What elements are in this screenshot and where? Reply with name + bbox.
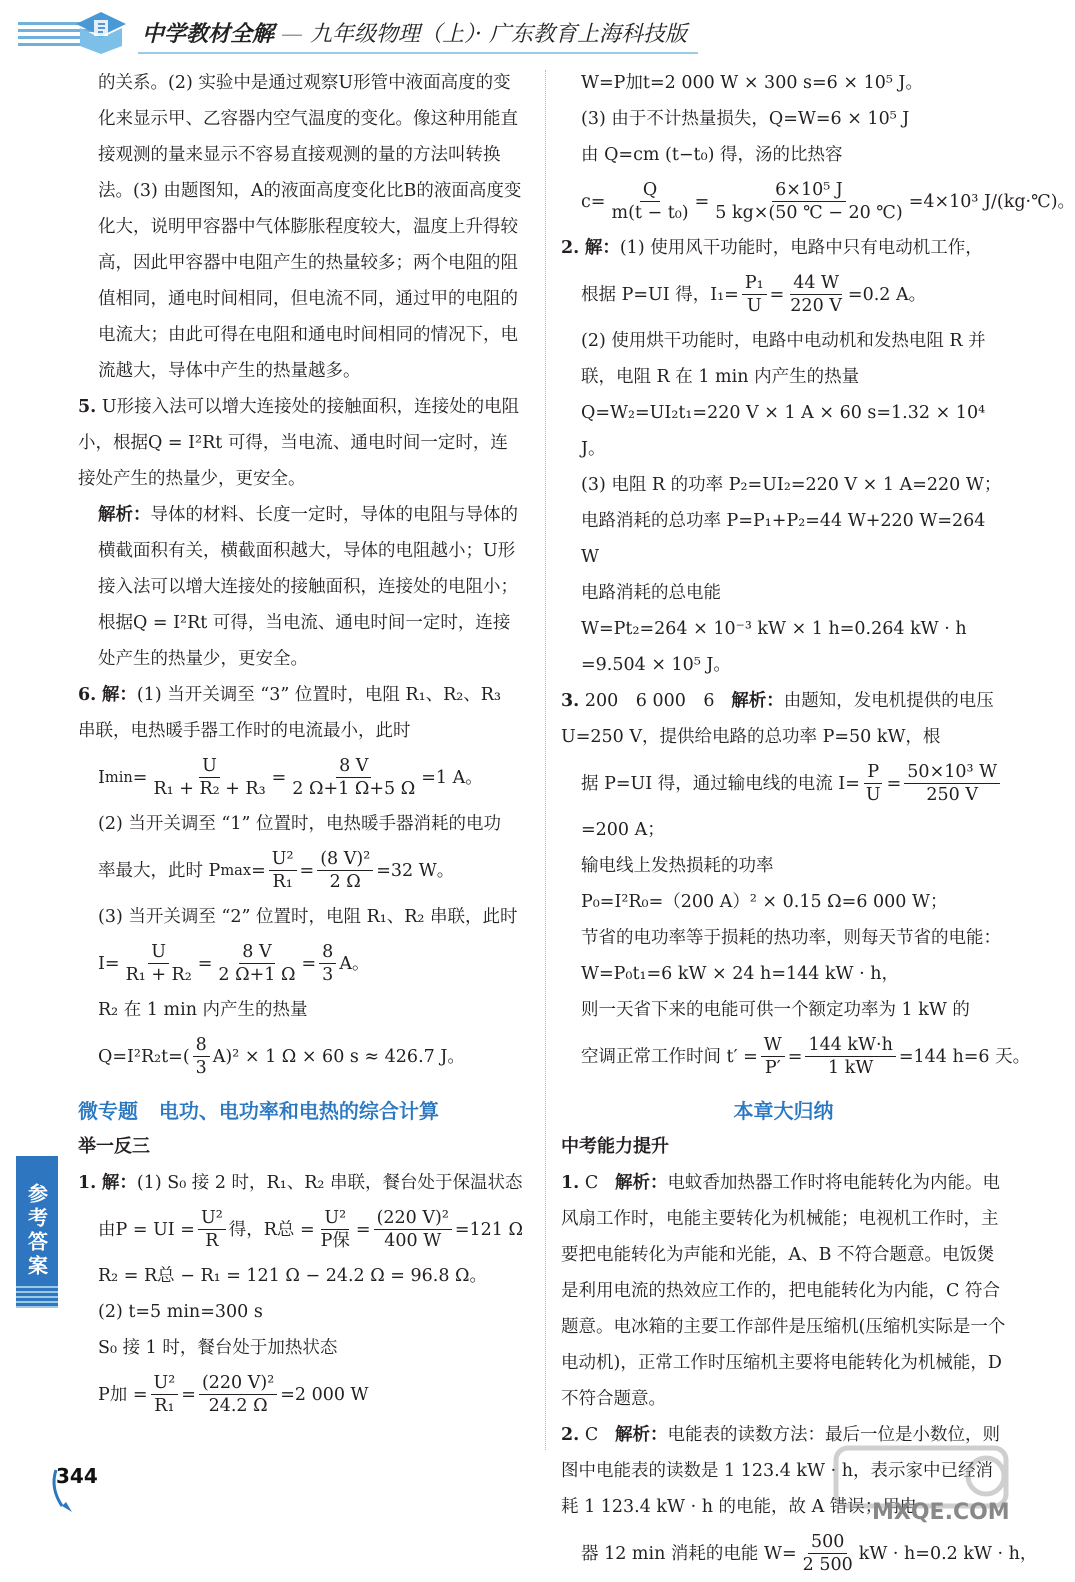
fraction xyxy=(317,848,373,893)
fraction xyxy=(761,1034,785,1079)
example-2-heat: Q=W₂=UI₂t₁=220 V × 1 A × 60 s=1.32 × 10⁴ J。 xyxy=(581,403,986,459)
formula-lhs: 由P = UI = xyxy=(98,1219,195,1240)
fraction xyxy=(198,1207,226,1252)
formula-result: =4×10³ J/(kg·℃)。 xyxy=(908,191,1075,212)
numerator: 144 kW·h xyxy=(805,1034,895,1057)
fraction xyxy=(319,941,336,986)
numerator: (220 V)² xyxy=(199,1372,277,1395)
subsection-title: 举一反三 xyxy=(78,1136,150,1157)
example-1 xyxy=(78,1165,524,1201)
analysis-label: 解析： xyxy=(614,1173,668,1193)
fraction xyxy=(805,1034,895,1079)
denominator: m(t − t₀) xyxy=(611,203,689,223)
denominator: 2 500 xyxy=(802,1555,853,1575)
denominator: 3 xyxy=(322,965,334,985)
denominator: 24.2 Ω xyxy=(208,1396,268,1416)
header-title xyxy=(142,17,687,48)
fraction xyxy=(215,941,298,986)
example-1-part-1: (1) S₀ 接 2 时，R₁、R₂ 串联，餐台处于保温状态 xyxy=(136,1173,523,1193)
column-divider xyxy=(545,70,546,1450)
numerator: P₁ xyxy=(742,272,767,295)
right-column xyxy=(561,65,1075,1582)
formula-lhs: P加 = xyxy=(98,1384,148,1405)
answer-5-text: U形接入法可以增大连接处的接触面积，连接处的电阻小，根据Q = I²Rt 可得，当电流、通电时间一定时，连接处产生的热量少，更安全。 xyxy=(78,397,520,489)
fraction xyxy=(269,848,297,893)
example-3-answer: 200 6 000 6 xyxy=(584,691,715,711)
exam-1-number: 1. xyxy=(561,1173,580,1193)
formula-lhs: 空调正常工作时间 t′ = xyxy=(581,1046,758,1067)
denominator: 2 Ω xyxy=(329,872,361,892)
page-number: 344 xyxy=(56,1464,98,1488)
fraction xyxy=(318,1207,353,1252)
example-2-number: 2. xyxy=(561,238,580,258)
chapter-summary-heading: 本章大归纳 xyxy=(733,1099,834,1123)
denominator: 220 V xyxy=(790,296,842,316)
formula-subscript: max xyxy=(220,861,252,879)
denominator: 2 Ω+1 Ω+5 Ω xyxy=(292,779,416,799)
answer-6 xyxy=(78,677,524,749)
tab-decoration-lines xyxy=(16,1286,58,1310)
formula-middle: 得，R总 = xyxy=(228,1219,315,1240)
denominator: R₁ + R₂ + R₃ xyxy=(153,779,266,799)
numerator: 44 W xyxy=(790,272,842,295)
denominator: R₁ xyxy=(272,872,293,892)
example-3 xyxy=(561,683,1006,755)
numerator: 8 V xyxy=(239,941,274,964)
answer-6-part-3: (3) 当开关调至 “2” 位置时，电阻 R₁、R₂ 串联，此时 xyxy=(98,907,518,927)
formula-result: A)² × 1 Ω × 60 s ≈ 426.7 J。 xyxy=(212,1046,465,1067)
formula-lhs: I xyxy=(98,767,105,788)
numerator: U² xyxy=(198,1207,226,1230)
exam-2-analysis: 电能表的读数方法：最后一位是小数位，则图中电能表的读数是 1 123.4 kW · h，表示家中已经消耗 1 123.4 kW · h 的电能，故 A 错误；用电 xyxy=(561,1425,1000,1517)
denominator: 1 kW xyxy=(828,1058,874,1078)
example-2-total-power: 电路消耗的总功率 P=P₁+P₂=44 W+220 W=264 W xyxy=(581,511,986,567)
exam-2-number: 2. xyxy=(561,1425,580,1445)
numerator: U² xyxy=(321,1207,349,1230)
formula-specific-heat: c= $\frac{Q}{\text{m(t − t₀)}}$ = $\frac{\text{6×10⁵ J}}{5 kg\times(50 ℃ - 20 ℃)}$ =4×10³ J/(kg·℃)。 xyxy=(581,180,1075,223)
formula-motor-current: 根据 P=UI 得，I₁= $\frac{\text{P₁}}{U}$ = $\frac{44 W}{220 V}$ =0.2 A。 xyxy=(581,273,927,316)
example-3-analysis: 由题知，发电机提供的电压 U=250 V，提供给电路的总功率 P=50 kW，根 xyxy=(561,691,994,747)
denominator: P保 xyxy=(320,1231,350,1251)
analysis-label: 解析： xyxy=(98,505,151,525)
numerator: 500 xyxy=(808,1531,847,1554)
fraction xyxy=(800,1531,856,1576)
formula-lhs: Q=I²R₂t= xyxy=(98,1046,183,1067)
formula-lhs: 根据 P=UI 得，I₁= xyxy=(581,284,739,305)
book-logo-icon xyxy=(72,6,130,56)
analysis-label: 解析： xyxy=(731,691,784,711)
formula-appliance-energy xyxy=(561,1531,1038,1576)
formula-lhs: c= xyxy=(581,191,606,212)
fraction xyxy=(863,761,884,806)
example-2-part-3: (3) 电阻 R 的功率 P₂=UI₂=220 V × 1 A=220 W； xyxy=(581,475,1002,495)
loss-power-label: 输电线上发热损耗的功率 xyxy=(581,856,774,876)
formula-result: =2 000 W xyxy=(280,1384,369,1405)
formula-result: =0.2 A。 xyxy=(847,284,927,305)
denominator: P′ xyxy=(764,1058,781,1078)
answer-5-number: 5. xyxy=(78,397,97,417)
denominator: R xyxy=(205,1231,219,1251)
book-brand: 中学教材全解 xyxy=(142,21,275,47)
formula-lhs: 器 12 min 消耗的电能 W= xyxy=(581,1543,797,1564)
fraction xyxy=(742,272,767,317)
exam-1-analysis: 电蚊香加热器工作时将电能转化为内能。电风扇工作时，电能主要转化为机械能；电视机工作时，主要把电能转化为声能和光能，A、B 不符合题意。电饭煲是利用电流的热效应工作的，把电能转化为内能，C 符合题意。电冰箱的主要工作部件是压缩机(压缩机实际是一个电动机)，正常工作时压缩机主要将电能转化为机械能，D 不符合题意。 xyxy=(561,1173,1006,1409)
numerator: U xyxy=(199,755,220,778)
fraction xyxy=(150,755,268,800)
numerator: 50×10³ W xyxy=(904,761,1000,784)
solution-label: 解： xyxy=(101,685,137,705)
example-2-total-energy: W=Pt₂=264 × 10⁻³ kW × 1 h=0.264 kW · h =9.504 × 10⁵ J。 xyxy=(581,619,967,675)
fraction xyxy=(199,1372,277,1417)
analysis-label: 解析： xyxy=(614,1425,668,1445)
formula-current-min: I min = $\frac{U}{\text{R₁ + R₂ + R₃}}$ = $\frac{8 V}{2 \Omega+1 \Omega+5 \Omega}$ =1 A。 xyxy=(98,756,483,799)
left-column xyxy=(78,65,524,1423)
fraction xyxy=(712,179,905,224)
formula-total-resistance: 由P = UI = $\frac{\text{U²}}{R}$ 得，R总 = $\frac{\text{U²}}{\text{P保}}$ = $\frac{\text{(220 V)²}}{400 W}$ =121 Ω xyxy=(98,1208,523,1251)
fraction xyxy=(374,1207,452,1252)
saved-energy: 节省的电功率等于损耗的热功率，则每天节省的电能：W=P₀t₁=6 kW × 24 h=144 kW · h， xyxy=(581,928,1001,984)
aircon-intro: 则一天省下来的电能可供一个额定功率为 1 kW 的 xyxy=(581,1000,970,1020)
denominator: 5 kg×(50 ℃ − 20 ℃) xyxy=(715,203,903,223)
formula-lhs: 据 P=UI 得，通过输电线的电流 I= xyxy=(581,773,860,794)
exam-1-answer: C xyxy=(584,1173,599,1193)
fraction xyxy=(151,1372,179,1417)
numerator: 6×10⁵ J xyxy=(772,179,846,202)
book-subtitle: 九年级物理（上）· 广东教育上海科技版 xyxy=(310,22,688,47)
numerator: 8 V xyxy=(336,755,371,778)
example-3-number: 3. xyxy=(561,691,580,711)
example-1-part-3: (2) t=5 min=300 s xyxy=(98,1302,263,1322)
formula-result: =1 A。 xyxy=(421,767,483,788)
solution-label: 解： xyxy=(584,238,620,258)
specific-heat-intro: 由 Q=cm (t−t₀) 得，汤的比热容 xyxy=(581,145,843,165)
page-header xyxy=(0,0,1027,64)
formula-heating-power: P加 = $\frac{\text{U²}}{\text{R₁}}$ = $\frac{\text{(220 V)²}}{24.2 \Omega}$ =2 000 W xyxy=(98,1373,369,1416)
header-underline xyxy=(138,52,698,54)
example-2-part-2: (2) 使用烘干功能时，电路中电动机和发热电阻 R 并联，电阻 R 在 1 min 内产生的热量 xyxy=(581,331,986,387)
fraction xyxy=(289,755,418,800)
answer-6-number: 6. xyxy=(78,685,97,705)
denominator: U xyxy=(865,785,881,805)
example-2-total-energy-label: 电路消耗的总电能 xyxy=(581,583,721,603)
reference-answer-tab: 参考答案 xyxy=(16,1156,58,1306)
subsection-title: 中考能力提升 xyxy=(561,1136,669,1157)
formula-line-current: 据 P=UI 得，通过输电线的电流 I= $\frac{P}{U}$ = $\frac{\text{50×10³ W}}{250 V}$ xyxy=(561,761,1006,806)
denominator: R₁ xyxy=(154,1396,175,1416)
line-current-result: =200 A； xyxy=(581,820,665,840)
numerator: W xyxy=(761,1034,785,1057)
denominator: U xyxy=(746,296,762,316)
formula-result: A。 xyxy=(339,953,370,974)
answer-5 xyxy=(78,389,524,497)
denominator: R₁ + R₂ xyxy=(125,965,192,985)
watermark-text: MXQE.COM xyxy=(872,1500,1010,1525)
formula-current-series: I= $\frac{U}{\text{R₁ + R₂}}$ = $\frac{8 V}{2 \Omega+1 \Omega}$ = $\frac{8}{3}$ A。 xyxy=(98,942,370,985)
formula-result: =121 Ω xyxy=(454,1219,523,1240)
example-2 xyxy=(561,230,1006,266)
example-2-part-1: (1) 使用风干功能时，电路中只有电动机工作， xyxy=(619,238,983,258)
fraction xyxy=(904,761,1000,806)
answer-4-continuation: 的关系。(2) 实验中是通过观察U形管中液面高度的变化来显示甲、乙容器内空气温度的变化。像这种用能直接观测的量来显示不容易直接观测的量的方法叫转换法。(3) 由题图知，A的液面高度变化比B的液面高度变化大，说明甲容器中气体膨胀程度较大，温度上升得较高，因此甲容器中电阻产生的热量较多；两个电阻的阻值相同，通电时间相同，但电流不同，通过甲的电阻的电流大；由此可得在电阻和通电时间相同的情况下，电流越大，导体中产生的热量越多。 xyxy=(98,73,522,381)
numerator: U² xyxy=(151,1372,179,1395)
exam-question-1 xyxy=(561,1165,1006,1417)
numerator: P xyxy=(864,761,882,784)
formula-result: =32 W。 xyxy=(376,860,455,881)
numerator: 8 xyxy=(319,941,336,964)
answer-6-part-2: (2) 当开关调至 “1” 位置时，电热暖手器消耗的电功 xyxy=(98,814,502,834)
numerator: 8 xyxy=(193,1034,210,1057)
numerator: (8 V)² xyxy=(317,848,373,871)
formula-result: =144 h=6 天。 xyxy=(898,1046,1031,1067)
topic-title: 电功、电功率和电热的综合计算 xyxy=(158,1099,439,1123)
formula-lhs: I= xyxy=(98,953,120,974)
denominator: 250 V xyxy=(926,785,978,805)
formula-heat: Q=I²R₂t= ( $\frac{8}{3}$ A)² × 1 Ω × 60 s ≈ 426.7 J。 xyxy=(98,1035,465,1078)
fraction xyxy=(123,941,195,986)
fraction xyxy=(193,1034,210,1079)
numerator: (220 V)² xyxy=(374,1207,452,1230)
formula-result: kW · h=0.2 kW · h， xyxy=(858,1543,1038,1564)
denominator: 3 xyxy=(195,1058,207,1078)
answer-6-part-4: R₂ 在 1 min 内产生的热量 xyxy=(98,1000,308,1020)
fraction xyxy=(787,272,845,317)
answer-6-part-1: (1) 当开关调至 “3” 位置时，电阻 R₁、R₂、R₃ 串联，电热暖手器工作时的电流最小，此时 xyxy=(78,685,502,741)
fraction xyxy=(608,179,691,224)
answer-5-analysis xyxy=(78,497,524,677)
formula-lhs: 率最大，此时 P xyxy=(98,860,221,881)
numerator: U² xyxy=(269,848,297,871)
formula-power-max: 率最大，此时 P max = $\frac{\text{U²}}{\text{R₁}}$ = $\frac{\text{(8 V)²}}{2 \Omega}$ =32 W。 xyxy=(98,849,455,892)
denominator: 400 W xyxy=(384,1231,442,1251)
numerator: Q xyxy=(640,179,660,202)
formula-subscript: min xyxy=(104,768,133,786)
analysis-text: 导体的材料、长度一定时，导体的电阻与导体的横截面积有关，横截面积越大，导体的电阻越小；U形接入法可以增大连接处的接触面积，连接处的电阻小；根据Q = I²Rt 可得，当电流、通电时间一定时，连接处产生的热量少，更安全。 xyxy=(98,505,518,669)
example-1-part-4: S₀ 接 1 时，餐台处于加热状态 xyxy=(98,1338,338,1358)
example-1-number: 1. xyxy=(78,1173,97,1193)
heat-equal-work: (3) 由于不计热量损失，Q=W=6 × 10⁵ J xyxy=(581,109,910,129)
topic-heading xyxy=(78,1093,524,1129)
solution-label: 解： xyxy=(101,1173,137,1193)
numerator: U xyxy=(148,941,169,964)
loss-power: P₀=I²R₀=（200 A）² × 0.15 Ω=6 000 W； xyxy=(581,892,948,912)
exam-2-answer: C xyxy=(584,1425,599,1445)
topic-label: 微专题 xyxy=(78,1099,138,1123)
denominator: 2 Ω+1 Ω xyxy=(218,965,296,985)
example-1-part-2: R₂ = R总 − R₁ = 121 Ω − 24.2 Ω = 96.8 Ω。 xyxy=(98,1266,488,1286)
work-calc: W=P加t=2 000 W × 300 s=6 × 10⁵ J。 xyxy=(581,73,923,93)
header-dash: — xyxy=(281,22,304,47)
formula-aircon-time: 空调正常工作时间 t′ = $\frac{W}{P'}$ = $\frac{144 kW\cdot h}{1 kW}$ =144 h=6 天。 xyxy=(581,1035,1031,1078)
